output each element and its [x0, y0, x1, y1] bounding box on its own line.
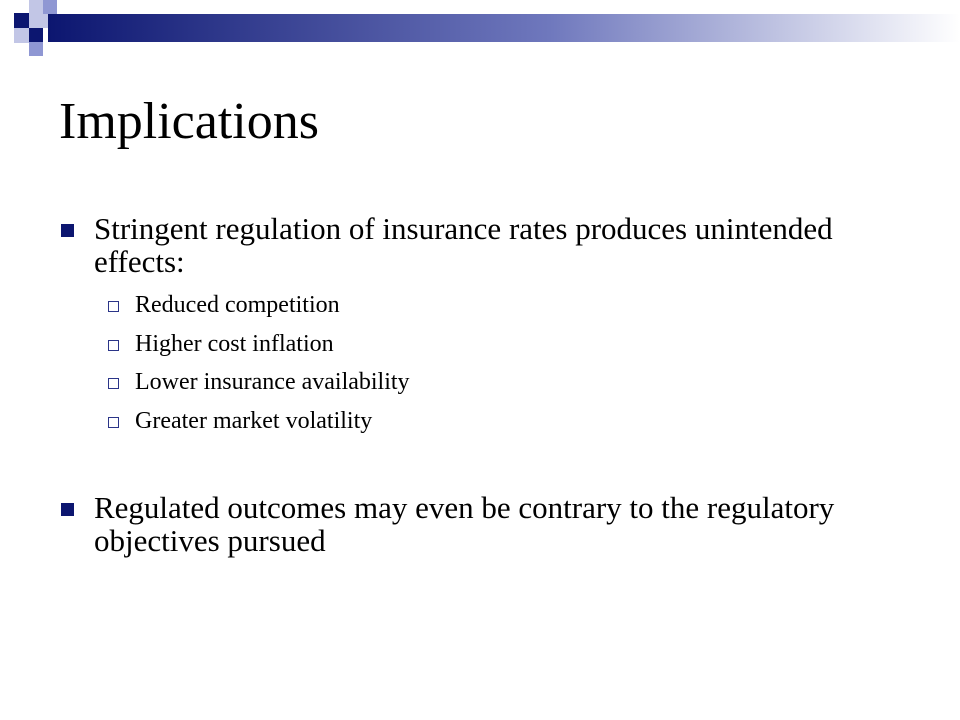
corner-square-light-2 [14, 28, 29, 43]
slide-title: Implications [59, 93, 319, 150]
corner-square-light-1 [29, 0, 43, 28]
sub-bullet-item [0, 329, 960, 365]
sub-bullet-text: Reduced competition [135, 292, 340, 318]
hollow-square-icon [108, 417, 119, 428]
filled-square-icon [61, 224, 74, 237]
bullet-item [0, 491, 960, 561]
sub-bullet-item [0, 367, 960, 403]
sub-bullet-text: Greater market volatility [135, 408, 373, 434]
hollow-square-icon [108, 378, 119, 389]
sub-bullet-item [0, 406, 960, 442]
decorative-gradient-bar [48, 14, 960, 42]
bullet-item [0, 212, 960, 282]
bullet-text: Regulated outcomes may even be contrary to the regulatory objectives pursued [94, 490, 835, 558]
filled-square-icon [61, 503, 74, 516]
sub-bullet-text: Lower insurance availability [135, 369, 410, 395]
hollow-square-icon [108, 301, 119, 312]
corner-square-navy-1 [14, 13, 29, 28]
bullet-text: Stringent regulation of insurance rates produces unintended effects: [94, 211, 833, 279]
corner-square-mid-1 [43, 0, 57, 14]
hollow-square-icon [108, 340, 119, 351]
corner-square-navy-2 [29, 28, 43, 42]
sub-bullet-item [0, 290, 960, 326]
sub-bullet-text: Higher cost inflation [135, 331, 334, 357]
corner-square-mid-2 [29, 42, 43, 56]
